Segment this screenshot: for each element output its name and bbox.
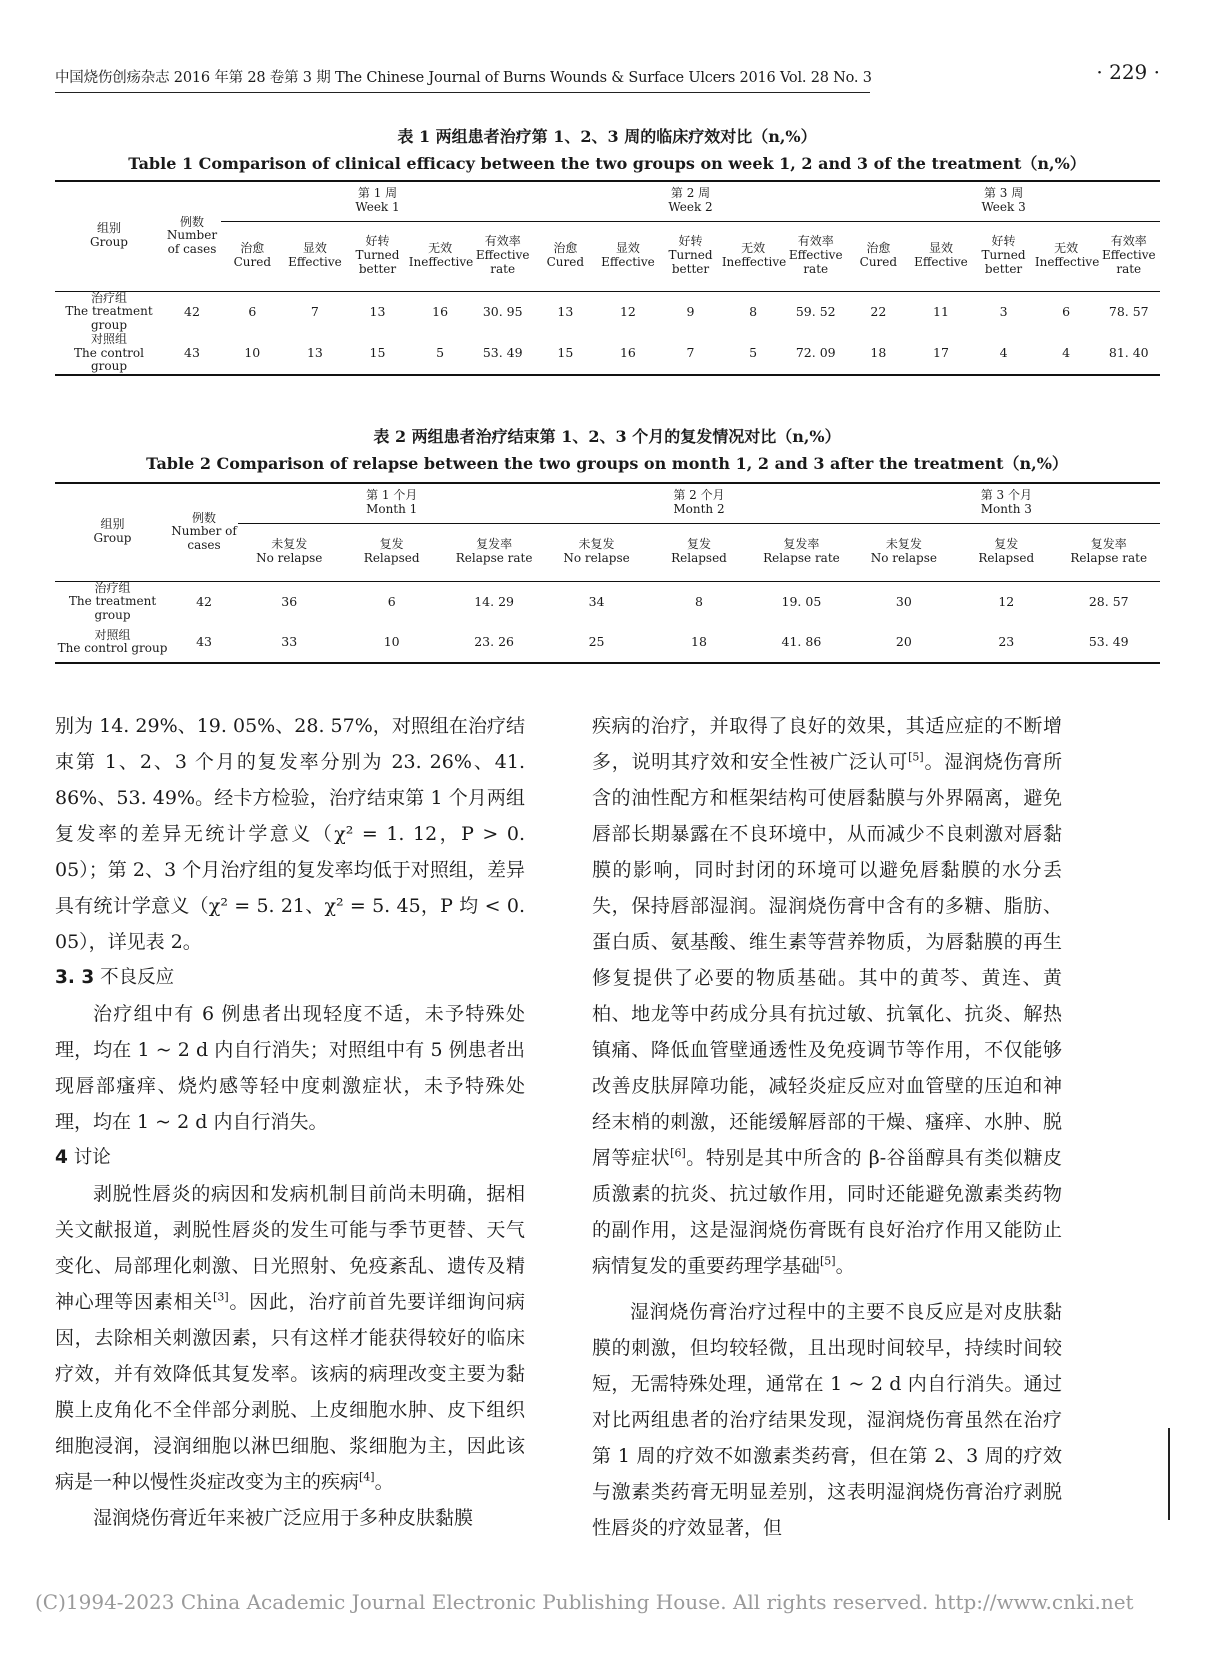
table2-period-month2: 第 2 个月 Month 2 xyxy=(545,483,852,523)
table2-subcol-header: 未复发 No relapse xyxy=(545,523,647,581)
value-cell: 19. 05 xyxy=(781,594,822,609)
value-cell: 16 xyxy=(432,304,449,319)
table1-subcol-header: 有效率 Effective rate xyxy=(784,221,847,291)
value-cell: 53. 49 xyxy=(471,333,534,375)
table1 xyxy=(55,180,1160,376)
value-cell: 3 xyxy=(999,304,1008,319)
value-cell: 5 xyxy=(409,333,472,375)
body-column-left xyxy=(55,708,525,1536)
group-name-cell: 对照组 The control group xyxy=(55,623,170,663)
table1-subcol-header: 无效 Ineffective xyxy=(722,221,785,291)
value-cell: 6 xyxy=(387,594,396,609)
value-cell: 14. 29 xyxy=(474,594,514,609)
table2-subcol-header: 复发 Relapsed xyxy=(955,523,1057,581)
cases-cell: 43 xyxy=(163,333,221,375)
body-paragraph: 湿润烧伤膏治疗过程中的主要不良反应是对皮肤黏膜的刺激，但均较轻微，且出现时间较早，持续时间较短，无需特殊处理，通常在 1 ~ 2 d 内自行消失。通过对比两组患者的治疗结果发现，湿润烧伤膏虽然在治疗第 1 周的疗效不如激素类药膏，但在第 2、3 周的疗效与激素类药膏无明显差别，这表明湿润烧伤膏治疗剥脱性唇炎的疗效显著，但 xyxy=(592,1301,1062,1539)
table2-subcol-header: 复发率 Relapse rate xyxy=(750,523,852,581)
table1-subcol-header: 治愈 Cured xyxy=(534,221,597,291)
table2-title-en: Table 2 Comparison of relapse between the two groups on month 1, 2 and 3 after the treatment（n,%） xyxy=(146,454,1068,473)
cases-cell: 42 xyxy=(196,594,212,609)
value-cell: 22 xyxy=(870,304,887,319)
value-cell: 13 xyxy=(284,333,347,375)
citation-ref: [4] xyxy=(359,1470,375,1484)
table1-period-week3: 第 3 周 Week 3 xyxy=(847,181,1160,221)
value-cell: 72. 09 xyxy=(784,333,847,375)
table-row xyxy=(55,333,1160,375)
value-cell: 23 xyxy=(955,623,1057,663)
table-row xyxy=(55,291,1160,333)
table2-subcol-header: 复发 Relapsed xyxy=(340,523,442,581)
table1-subheader-row xyxy=(55,221,1160,291)
body-paragraph: 别为 14. 29%、19. 05%、28. 57%，对照组在治疗结束第 1、2、3 个月的复发率分别为 23. 26%、41. 86%、53. 49%。经卡方检验，治疗结束第 1 个月两组复发率的差异无统计学意义（χ² = 1. 12，P > 0. 05）；第 2、3 个月治疗组的复发率均低于对照组，差异具有统计学意义（χ² = 5. 21、χ² = 5. 45，P 均 < 0. 05），详见表 2。 xyxy=(55,715,525,953)
section-heading: 4 讨论 xyxy=(55,1147,111,1168)
body-paragraph: 治疗组中有 6 例患者出现轻度不适，未予特殊处理，均在 1 ~ 2 d 内自行消失；对照组中有 5 例患者出现唇部瘙痒、烧灼感等轻中度刺激症状，未予特殊处理，均在 1 ~ 2 d 内自行消失。 xyxy=(55,1003,525,1133)
table1-title-en: Table 1 Comparison of clinical efficacy between the two groups on week 1, 2 and 3 of the treatment（n,%） xyxy=(128,154,1086,173)
value-cell: 81. 40 xyxy=(1097,333,1160,375)
table2-subcol-header: 未复发 No relapse xyxy=(238,523,340,581)
value-cell: 53. 49 xyxy=(1057,623,1160,663)
value-cell: 36 xyxy=(281,594,298,609)
value-cell: 10 xyxy=(340,623,442,663)
table2-period-month3: 第 3 个月 Month 3 xyxy=(853,483,1160,523)
table2 xyxy=(55,482,1160,664)
table2-subcol-header: 未复发 No relapse xyxy=(853,523,955,581)
value-cell: 13 xyxy=(557,304,574,319)
table1-title-cn: 表 1 两组患者治疗第 1、2、3 周的临床疗效对比（n,%） xyxy=(397,127,817,146)
value-cell: 17 xyxy=(910,333,973,375)
table2-subcol-header: 复发率 Relapse rate xyxy=(1057,523,1160,581)
value-cell: 59. 52 xyxy=(795,304,836,319)
value-cell: 34 xyxy=(588,594,605,609)
body-paragraph: 湿润烧伤膏近年来被广泛应用于多种皮肤黏膜 xyxy=(93,1507,474,1529)
value-cell: 28. 57 xyxy=(1088,594,1129,609)
table1-period-week1: 第 1 周 Week 1 xyxy=(221,181,534,221)
citation-ref: [3] xyxy=(213,1290,229,1304)
value-cell: 20 xyxy=(853,623,955,663)
table1-subcol-header: 好转 Turned better xyxy=(346,221,409,291)
value-cell: 23. 26 xyxy=(443,623,545,663)
value-cell: 30. 95 xyxy=(482,304,523,319)
group-name-cell: 治疗组 The treatment group xyxy=(68,580,157,623)
table1-subcol-header: 有效率 Effective rate xyxy=(471,221,534,291)
value-cell: 5 xyxy=(722,333,785,375)
value-cell: 4 xyxy=(972,333,1035,375)
table2-period-month1: 第 1 个月 Month 1 xyxy=(238,483,545,523)
value-cell: 12 xyxy=(619,304,636,319)
value-cell: 12 xyxy=(998,594,1015,609)
table-row xyxy=(55,623,1160,663)
table1-period-week2: 第 2 周 Week 2 xyxy=(534,181,847,221)
table2-title-cn: 表 2 两组患者治疗结束第 1、2、3 个月的复发情况对比（n,%） xyxy=(373,427,841,446)
group-name-cell: 对照组 The control group xyxy=(55,333,163,375)
copyright-footer: (C)1994-2023 China Academic Journal Electronic Publishing House. All rights reserved. http://www.cnki.net xyxy=(35,1590,1134,1614)
body-column-right xyxy=(592,708,1062,1546)
value-cell: 10 xyxy=(221,333,284,375)
value-cell: 41. 86 xyxy=(750,623,852,663)
value-cell: 6 xyxy=(1062,304,1071,319)
cases-cell: 42 xyxy=(184,304,200,319)
value-cell: 15 xyxy=(346,333,409,375)
running-head xyxy=(55,60,1160,90)
group-name-cell: 治疗组 The treatment group xyxy=(65,290,153,333)
table1-subcol-header: 显效 Effective xyxy=(597,221,660,291)
value-cell: 4 xyxy=(1035,333,1098,375)
value-cell: 33 xyxy=(238,623,340,663)
journal-citation: 中国烧伤创疡杂志 2016 年第 28 卷第 3 期 The Chinese Journal of Burns Wounds & Surface Ulcers 2016 Vol. 28 No. 3 xyxy=(55,70,872,86)
value-cell: 6 xyxy=(248,304,257,319)
value-cell: 7 xyxy=(659,333,722,375)
value-cell: 8 xyxy=(749,304,758,319)
table1-subcol-header: 好转 Turned better xyxy=(659,221,722,291)
value-cell: 8 xyxy=(695,594,703,609)
value-cell: 11 xyxy=(933,304,949,319)
table1-subcol-header: 治愈 Cured xyxy=(221,221,284,291)
table1-subcol-header: 治愈 Cured xyxy=(847,221,910,291)
citation-ref: [5] xyxy=(908,750,924,764)
value-cell: 13 xyxy=(369,304,386,319)
table1-subcol-header: 无效 Ineffective xyxy=(1035,221,1098,291)
table1-subcol-header: 有效率 Effective rate xyxy=(1097,221,1160,291)
table2-subcol-header: 复发 Relapsed xyxy=(648,523,750,581)
table-row xyxy=(55,581,1160,623)
body-paragraph: 疾病的治疗，并取得了良好的效果，其适应症的不断增多，说明其疗效和安全性被广泛认可[5]。湿润烧伤膏所含的油性配方和框架结构可使唇黏膜与外界隔离，避免唇部长期暴露在不良环境中，从而减少不良刺激对唇黏膜的影响，同时封闭的环境可以避免唇黏膜的水分丢失，保持唇部湿润。湿润烧伤膏中含有的多糖、脂肪、蛋白质、氨基酸、维生素等营养物质，为唇黏膜的再生修复提供了必要的物质基础。其中的黄芩、黄连、黄柏、地龙等中药成分具有抗过敏、抗氧化、抗炎、解热镇痛、降低血管壁通透性及免疫调节等作用，不仅能够改善皮肤屏障功能，减轻炎症反应对血管壁的压迫和神经末梢的刺激，还能缓解唇部的干燥、瘙痒、水肿、脱屑等症状[6]。特别是其中所含的 β-谷甾醇具有类似糖皮质激素的抗炎、抗过敏作用，同时还能避免激素类药物的副作用，这是湿润烧伤膏既有良好治疗作用又能防止病情复发的重要药理学基础[5]。 xyxy=(592,715,1062,1277)
table1-subcol-header: 无效 Ineffective xyxy=(409,221,472,291)
section-heading: 3. 3 不良反应 xyxy=(55,967,175,988)
table1-group-header: 组别 Group xyxy=(55,181,163,291)
table1-subcol-header: 显效 Effective xyxy=(284,221,347,291)
page-number: · 229 · xyxy=(1096,60,1160,84)
value-cell: 30 xyxy=(895,594,912,609)
table2-subcol-header: 复发率 Relapse rate xyxy=(443,523,545,581)
table2-group-header: 组别 Group xyxy=(55,483,170,581)
value-cell: 18 xyxy=(648,623,750,663)
table1-cases-header: 例数 Number of cases xyxy=(163,181,221,291)
value-cell: 78. 57 xyxy=(1108,304,1149,319)
table1-subcol-header: 显效 Effective xyxy=(910,221,973,291)
header-rule xyxy=(55,92,870,93)
value-cell: 18 xyxy=(847,333,910,375)
table2-cases-header: 例数 Number of cases xyxy=(170,483,238,581)
value-cell: 7 xyxy=(310,304,319,319)
cases-cell: 43 xyxy=(170,623,238,663)
citation-ref: [6] xyxy=(670,1146,686,1160)
value-cell: 9 xyxy=(686,304,695,319)
value-cell: 25 xyxy=(545,623,647,663)
body-paragraph: 剥脱性唇炎的病因和发病机制目前尚未明确，据相关文献报道，剥脱性唇炎的发生可能与季节更替、天气变化、局部理化刺激、日光照射、免疫紊乱、遗传及精神心理等因素相关[3]。因此，治疗前首先要详细询问病因，去除相关刺激因素，只有这样才能获得较好的临床疗效，并有效降低其复发率。该病的病理改变主要为黏膜上皮角化不全伴部分剥脱、上皮细胞水肿、皮下组织细胞浸润，浸润细胞以淋巴细胞、浆细胞为主，因此该病是一种以慢性炎症改变为主的疾病[4]。 xyxy=(55,1183,525,1493)
value-cell: 15 xyxy=(534,333,597,375)
margin-rule xyxy=(1168,1428,1170,1520)
table1-subcol-header: 好转 Turned better xyxy=(972,221,1035,291)
value-cell: 16 xyxy=(597,333,660,375)
citation-ref: [5] xyxy=(820,1254,836,1268)
